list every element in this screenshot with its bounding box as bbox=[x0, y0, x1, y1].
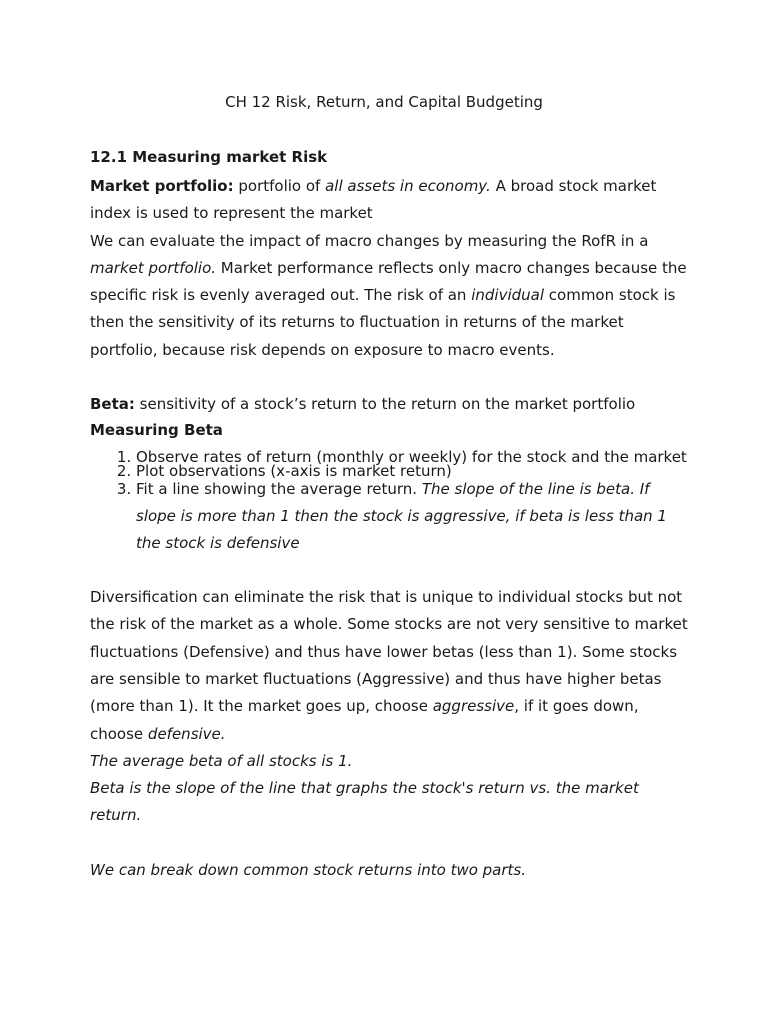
list-item-text: Plot observations (x-axis is market return) bbox=[136, 462, 452, 481]
para1-text-1: We can evaluate the impact of macro changes by measuring the RofR in a bbox=[90, 231, 649, 250]
list-item-text: Fit a line showing the average return. bbox=[136, 480, 422, 499]
market-portfolio-text-1: portfolio of bbox=[233, 177, 326, 195]
document-title: CH 12 Risk, Return, and Capital Budgeting bbox=[225, 93, 543, 111]
measuring-beta-heading: Measuring Beta bbox=[90, 421, 223, 440]
beta-label: Beta: bbox=[90, 395, 135, 414]
para1-italic-1: market portfolio. bbox=[90, 258, 217, 277]
para2-text-2: , if it goes down, choose bbox=[90, 697, 639, 743]
measuring-beta-list bbox=[90, 444, 690, 557]
list-item bbox=[136, 476, 690, 557]
para2-text-1: Diversification can eliminate the risk that is unique to individual stocks but not the risk of the market as a whole. Some stocks are not very sensitive to market fluctuations (Defensive) and thus have lower betas (less than 1). Some stocks are sensible to market fluctuations (Aggressive) and thus have higher betas (more than 1). It the market goes up, choose bbox=[90, 588, 688, 716]
para1-italic-2: individual bbox=[471, 286, 545, 305]
list-item-italic: The slope of the line is beta. If slope is more than 1 then the stock is aggressive, if beta is less than 1 the stock is defensive bbox=[136, 480, 667, 553]
diversification-paragraph bbox=[90, 584, 690, 748]
para1-text-2: Market performance reflects only macro changes because the specific risk is evenly averaged out. The risk of an bbox=[90, 258, 687, 305]
market-portfolio-label: Market portfolio: bbox=[90, 177, 234, 195]
italic-text: Beta is the slope of the line that graphs the stock's return vs. the market return. bbox=[90, 779, 639, 825]
returns-breakdown-statement bbox=[90, 857, 690, 884]
beta-slope-statement bbox=[90, 775, 690, 830]
spacer bbox=[90, 364, 690, 391]
spacer bbox=[90, 830, 690, 857]
market-portfolio-italic: all assets in economy. bbox=[325, 177, 491, 195]
italic-text: The average beta of all stocks is 1. bbox=[90, 751, 353, 770]
document-body bbox=[90, 146, 690, 884]
list-item-text: Observe rates of return (monthly or weekly) for the stock and the market bbox=[136, 448, 687, 467]
beta-text: sensitivity of a stock’s return to the return on the market portfolio bbox=[134, 395, 636, 414]
macro-changes-paragraph bbox=[90, 228, 690, 364]
average-beta-statement bbox=[90, 748, 690, 775]
section-heading: 12.1 Measuring market Risk bbox=[90, 148, 328, 166]
para1-text-3: common stock is then the sensitivity of its returns to fluctuation in returns of the market portfolio, because risk depends on exposure to macro events. bbox=[90, 286, 676, 359]
beta-definition bbox=[90, 391, 690, 417]
market-portfolio-definition bbox=[90, 173, 690, 228]
para2-italic-1: aggressive bbox=[432, 697, 515, 716]
italic-text: We can break down common stock returns into two parts. bbox=[90, 860, 527, 879]
spacer bbox=[90, 557, 690, 584]
para2-italic-2: defensive. bbox=[147, 724, 226, 743]
market-portfolio-text-2: A broad stock market index is used to represent the market bbox=[90, 177, 657, 223]
